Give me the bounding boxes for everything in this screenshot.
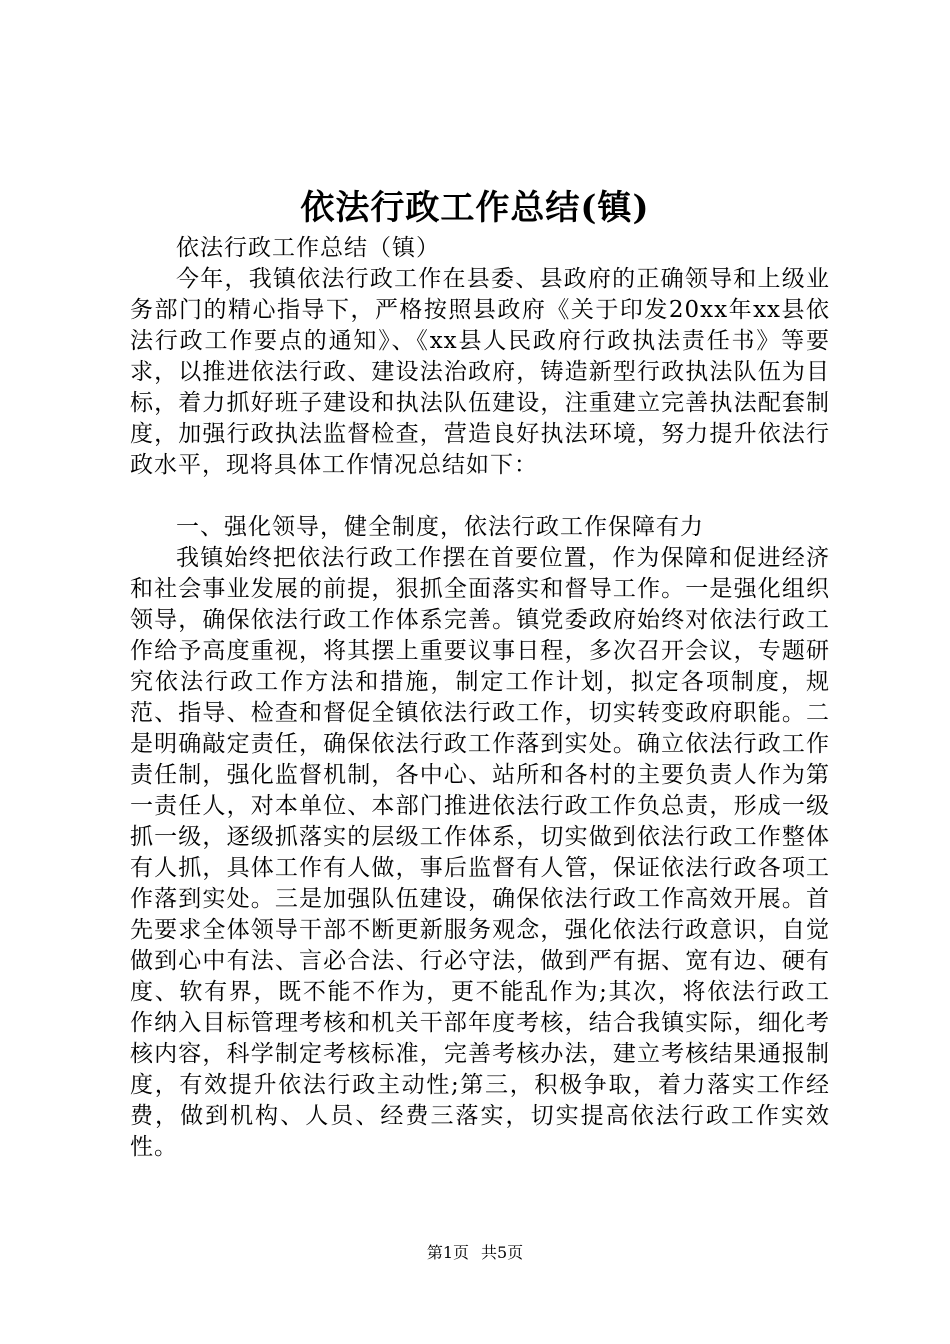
document-title: 依法行政工作总结(镇) — [300, 188, 650, 228]
document-subtitle: 依法行政工作总结（镇） — [176, 235, 440, 261]
section-heading: 一、强化领导，健全制度，依法行政工作保障有力 — [176, 514, 704, 540]
page-footer — [0, 1241, 950, 1265]
intro-paragraph: 今年，我镇依法行政工作在县委、县政府的正确领导和上级业务部门的精心指导下，严格按照县政府《关于印发20xx年xx县依法行政工作要点的通知》、《xx县人民政府行政执法责任书》等要求，以推进依法行政、建设法治政府，铸造新型行政执法队伍为目标，着力抓好班子建设和执法队伍建设，注重建立完善执法配套制度，加强行政执法监督检查，营造良好执法环境，努力提升依法行政水平，现将具体工作情况总结如下： — [130, 266, 830, 478]
document-body — [130, 233, 830, 1163]
section-paragraph: 我镇始终把依法行政工作摆在首要位置，作为保障和促进经济和社会事业发展的前提，狠抓全面落实和督导工作。一是强化组织领导，确保依法行政工作体系完善。镇党委政府始终对依法行政工作给予高度重视，将其摆上重要议事日程，多次召开会议，专题研究依法行政工作方法和措施，制定工作计划，拟定各项制度，规范、指导、检查和督促全镇依法行政工作，切实转变政府职能。二是明确敲定责任，确保依法行政工作落到实处。确立依法行政工作责任制，强化监督机制，各中心、站所和各村的主要负责人作为第一责任人，对本单位、本部门推进依法行政工作负总责，形成一级抓一级，逐级抓落实的层级工作体系，切实做到依法行政工作整体有人抓，具体工作有人做，事后监督有人管，保证依法行政各项工作落到实处。三是加强队伍建设，确保依法行政工作高效开展。首先要求全体领导干部不断更新服务观念，强化依法行政意识，自觉做到心中有法、言必合法、行必守法，做到严有据、宽有边、硬有度、软有界，既不能不作为，更不能乱作为;其次，将依法行政工作纳入目标管理考核和机关干部年度考核，结合我镇实际，细化考核内容，科学制定考核标准，完善考核办法，建立考核结果通报制度，有效提升依法行政主动性;第三，积极争取，着力落实工作经费，做到机构、人员、经费三落实，切实提高依法行政工作实效性。 — [130, 545, 830, 1160]
page-number: 第1页 — [426, 1243, 469, 1262]
page-total: 共5页 — [481, 1243, 524, 1262]
